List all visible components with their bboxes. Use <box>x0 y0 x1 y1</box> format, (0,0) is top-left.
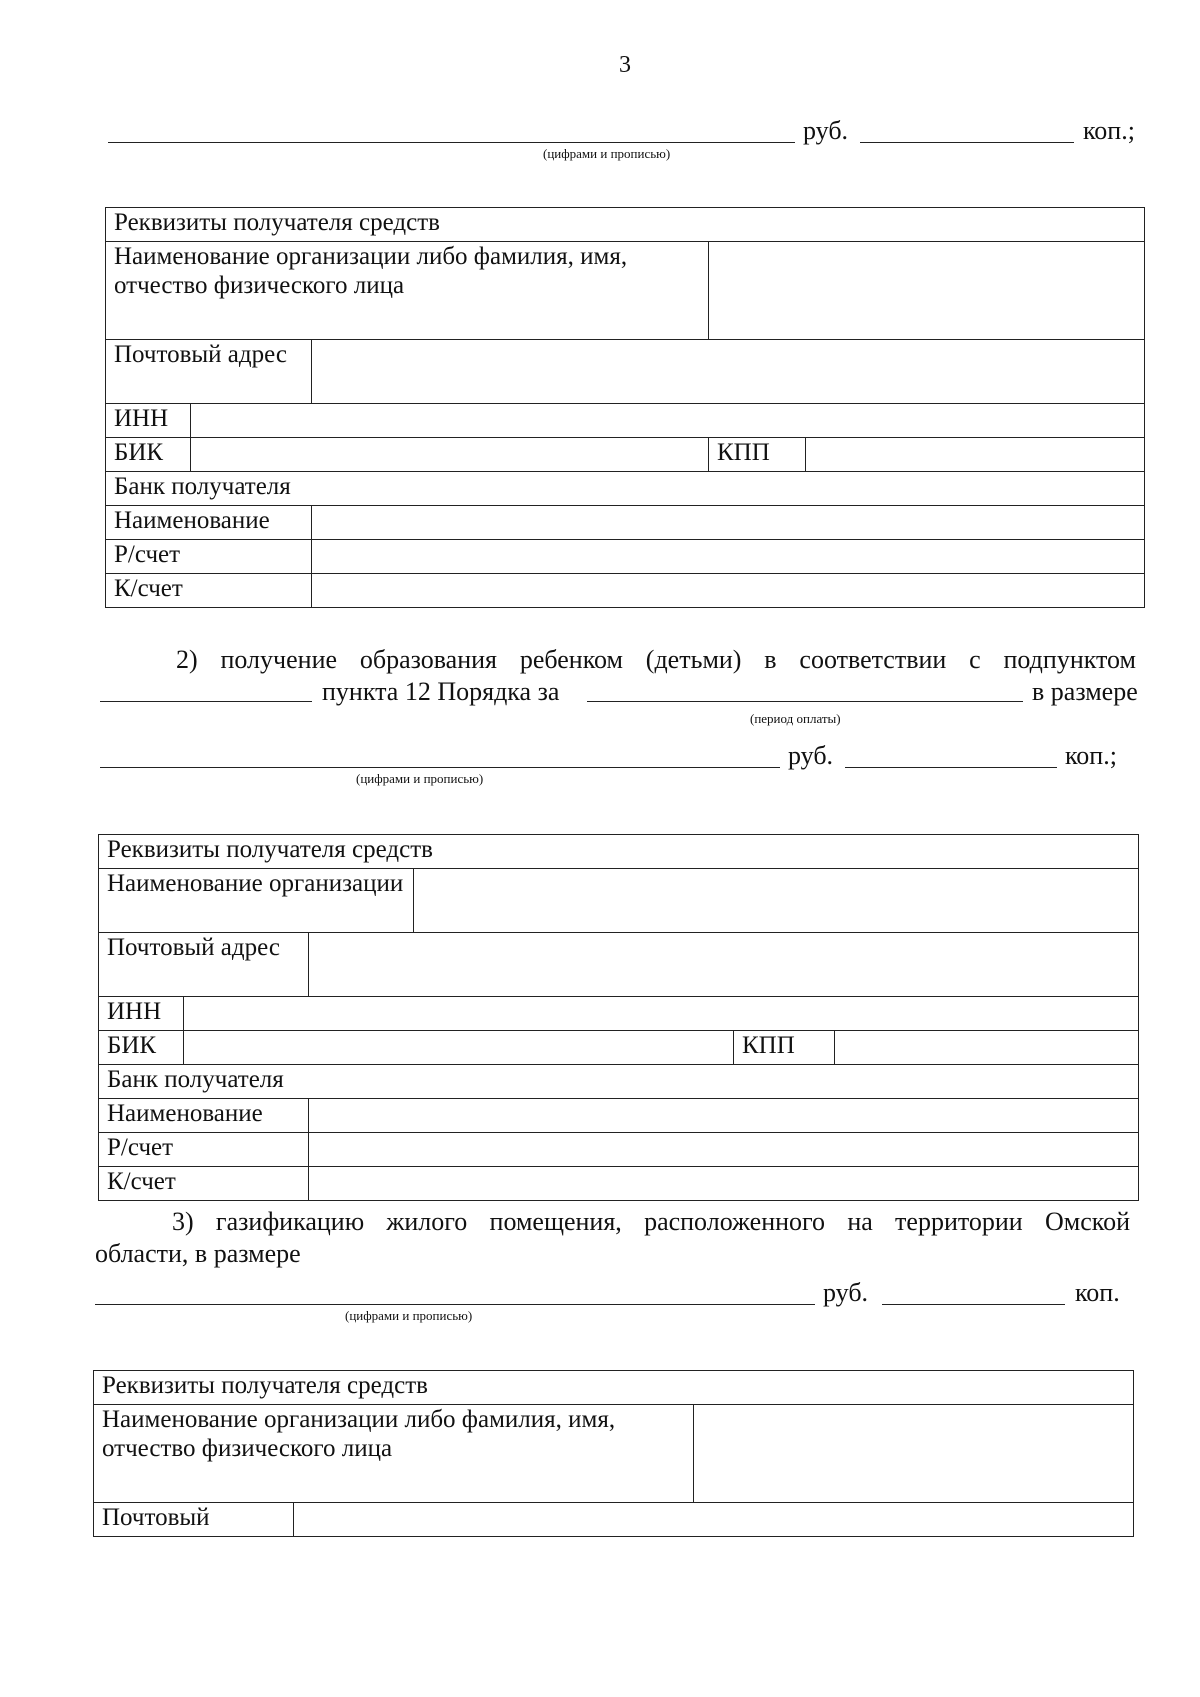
amount-line-1 <box>108 116 1138 160</box>
amount-caption: (цифрами и прописью) <box>543 146 671 161</box>
name-org-or-person-label: Наименование организации либо фамилия, имя, отчество физического лица <box>94 1405 694 1503</box>
amount-caption: (цифрами и прописью) <box>345 1308 473 1323</box>
inn-label: ИНН <box>99 997 184 1031</box>
bik-label: БИК <box>106 438 191 472</box>
settlement-account-label: Р/счет <box>106 540 312 574</box>
amount-blank[interactable] <box>100 741 780 768</box>
bank-name-label: Наименование <box>99 1099 309 1133</box>
kop-blank[interactable] <box>845 741 1057 768</box>
item-3-line-1 <box>172 1207 1130 1237</box>
kpp-label: КПП <box>709 438 806 472</box>
inn-value[interactable] <box>184 997 1139 1031</box>
corr-account-label: К/счет <box>106 574 312 608</box>
item-2-text: 2) получение образования ребенком (детьми) в соответствии с подпунктом <box>176 645 1136 674</box>
bik-label: БИК <box>99 1031 184 1065</box>
item-2-middle-text: пункта 12 Порядка за <box>322 677 560 706</box>
item-2-end-text: в размере <box>1032 677 1138 706</box>
inn-value[interactable] <box>191 404 1145 438</box>
table-header: Реквизиты получателя средств <box>99 835 1139 869</box>
subpoint-blank[interactable] <box>100 679 312 702</box>
postal-address-value[interactable] <box>312 340 1145 404</box>
kpp-value[interactable] <box>806 438 1145 472</box>
kop-label: коп.; <box>1083 116 1135 145</box>
rub-label: руб. <box>823 1278 869 1307</box>
rub-label: руб. <box>803 116 849 145</box>
name-org-or-person-value[interactable] <box>694 1405 1134 1503</box>
bank-name-value[interactable] <box>312 506 1145 540</box>
amount-blank[interactable] <box>108 116 795 143</box>
corr-account-value[interactable] <box>312 574 1145 608</box>
bank-name-value[interactable] <box>309 1099 1139 1133</box>
item-2-line-1 <box>176 645 1136 675</box>
recipient-details-table-3 <box>93 1370 1134 1537</box>
settlement-account-value[interactable] <box>309 1133 1139 1167</box>
corr-account-label: К/счет <box>99 1167 309 1201</box>
bank-name-label: Наименование <box>106 506 312 540</box>
recipient-details-table-2 <box>98 834 1139 1201</box>
page-number: 3 <box>619 52 631 78</box>
settlement-account-value[interactable] <box>312 540 1145 574</box>
bank-header: Банк получателя <box>99 1065 1139 1099</box>
postal-address-value[interactable] <box>309 933 1139 997</box>
rub-label: руб. <box>788 741 834 770</box>
table-header: Реквизиты получателя средств <box>94 1371 1134 1405</box>
kpp-value[interactable] <box>835 1031 1139 1065</box>
recipient-details-table-1 <box>105 207 1145 608</box>
period-blank[interactable] <box>587 679 1023 702</box>
table-header: Реквизиты получателя средств <box>106 208 1145 242</box>
name-org-value[interactable] <box>414 869 1139 933</box>
bik-value[interactable] <box>191 438 709 472</box>
inn-label: ИНН <box>106 404 191 438</box>
settlement-account-label: Р/счет <box>99 1133 309 1167</box>
item-2-line-2 <box>100 677 1140 709</box>
postal-label: Почтовый <box>94 1503 294 1537</box>
amount-line-2 <box>100 741 1130 785</box>
amount-line-3 <box>95 1278 1135 1322</box>
kop-label: коп.; <box>1065 741 1117 770</box>
kop-blank[interactable] <box>860 116 1074 143</box>
name-org-label: Наименование организации <box>99 869 414 933</box>
item-3-line-2 <box>95 1239 1095 1269</box>
bank-header: Банк получателя <box>106 472 1145 506</box>
corr-account-value[interactable] <box>309 1167 1139 1201</box>
bik-value[interactable] <box>184 1031 734 1065</box>
item-3-text-2: области, в размере <box>95 1239 301 1268</box>
kop-label: коп. <box>1075 1278 1120 1307</box>
postal-address-label: Почтовый адрес <box>99 933 309 997</box>
postal-value[interactable] <box>294 1503 1134 1537</box>
amount-caption: (цифрами и прописью) <box>356 771 484 786</box>
name-org-or-person-value[interactable] <box>709 242 1145 340</box>
amount-blank[interactable] <box>95 1278 815 1305</box>
period-caption: (период оплаты) <box>750 711 841 726</box>
kpp-label: КПП <box>734 1031 835 1065</box>
kop-blank[interactable] <box>882 1278 1065 1305</box>
item-3-text: 3) газификацию жилого помещения, расположенного на территории Омской <box>172 1207 1130 1236</box>
postal-address-label: Почтовый адрес <box>106 340 312 404</box>
name-org-or-person-label: Наименование организации либо фамилия, имя, отчество физического лица <box>106 242 709 340</box>
